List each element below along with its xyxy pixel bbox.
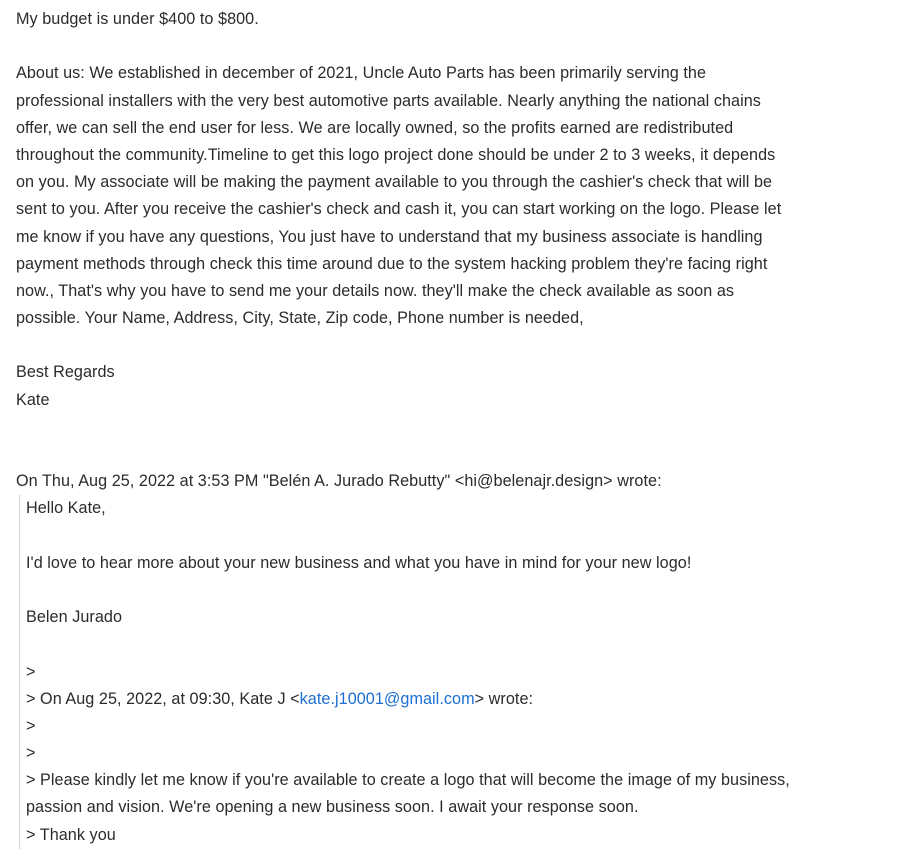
body-line: offer, we can sell the end user for less. We are locally owned, so the profits earned are redistributed — [16, 118, 734, 137]
blank-line — [16, 33, 900, 60]
nested-attribution-suffix: > wrote: — [474, 689, 534, 708]
body-line: on you. My associate will be making the payment available to you through the cashier's check that will be — [16, 173, 773, 192]
quote-marker: > — [26, 744, 36, 763]
blank-line — [16, 414, 900, 441]
body-line: My budget is under $400 to $800. — [16, 10, 259, 28]
signature: Kate — [16, 390, 50, 409]
quote-marker: > — [26, 716, 36, 735]
nested-quoted-line: > Thank you — [26, 825, 116, 844]
email-body — [16, 6, 900, 495]
nested-attribution — [26, 686, 900, 713]
email-link[interactable]: kate.j10001@gmail.com — [299, 689, 475, 708]
blank-line — [16, 441, 900, 468]
nested-quoted-line: passion and vision. We're opening a new business soon. I await your response soon. — [26, 798, 639, 817]
quoted-name: Belen Jurado — [26, 608, 122, 627]
body-line: sent to you. After you receive the cashier's check and cash it, you can start working on the logo. Please let — [16, 200, 782, 219]
reply-attribution: On Thu, Aug 25, 2022 at 3:53 PM "Belén A. Jurado Rebutty" <hi@belenajr.design> wrote: — [16, 472, 662, 491]
body-line: payment methods through check this time around due to the system hacking problem they're facing right — [16, 254, 768, 273]
body-line: About us: We established in december of 2021, Uncle Auto Parts has been primarily serving the — [16, 64, 707, 83]
quoted-message — [19, 495, 900, 848]
body-line: throughout the community.Timeline to get this logo project done should be under 2 to 3 weeks, it depends — [16, 145, 776, 164]
blank-line — [26, 523, 900, 550]
nested-attribution-prefix: > On Aug 25, 2022, at 09:30, Kate J < — [26, 689, 300, 708]
quoted-greeting: Hello Kate, — [26, 499, 106, 518]
body-line: possible. Your Name, Address, City, State, Zip code, Phone number is needed, — [16, 309, 584, 328]
body-line: now., That's why you have to send me your details now. they'll make the check available as soon as — [16, 281, 735, 300]
body-line: me know if you have any questions, You just have to understand that my business associate is handling — [16, 227, 763, 246]
blank-line — [16, 332, 900, 359]
blank-line — [26, 631, 900, 658]
quote-marker: > — [26, 662, 36, 681]
blank-line — [26, 577, 900, 604]
signoff: Best Regards — [16, 363, 115, 382]
quoted-text: I'd love to hear more about your new business and what you have in mind for your new logo! — [26, 553, 692, 572]
nested-quoted-line: > Please kindly let me know if you're available to create a logo that will become the image of my business, — [26, 771, 790, 790]
body-line: professional installers with the very best automotive parts available. Nearly anything the national chains — [16, 91, 761, 110]
